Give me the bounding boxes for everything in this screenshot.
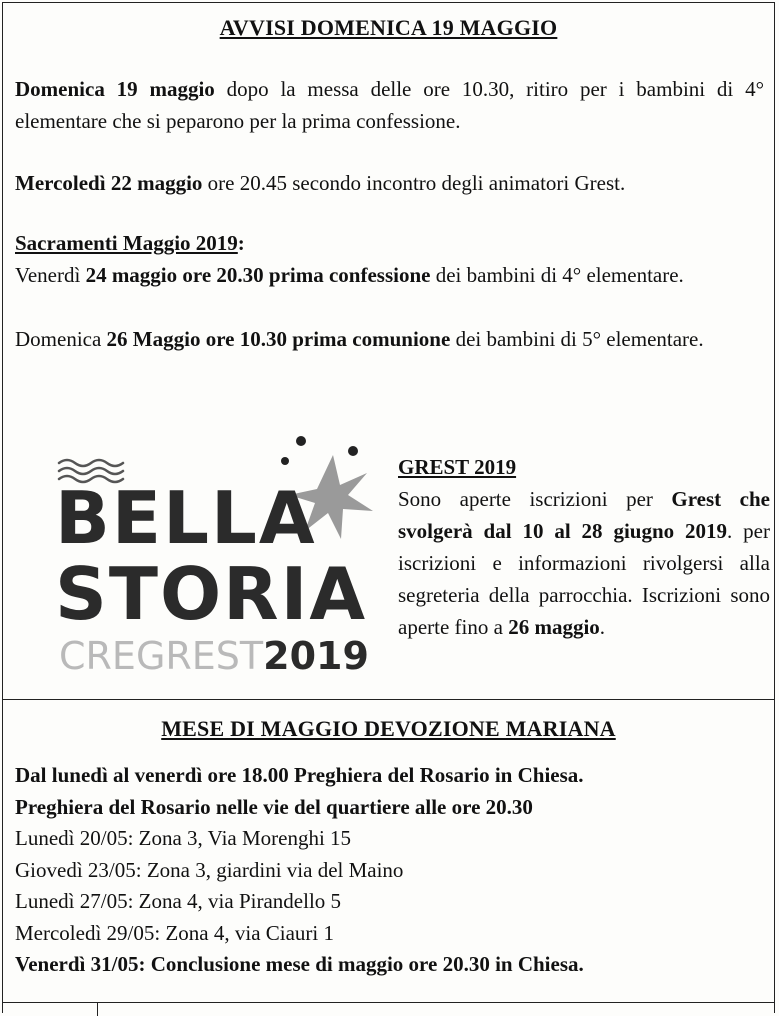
rosario-chiesa-line: Dal lunedì al venerdì ore 18.00 Preghiera del Rosario in Chiesa. bbox=[15, 763, 584, 787]
list-item: Giovedì 23/05: Zona 3, giardini via del Maino bbox=[15, 857, 404, 882]
confessione-date: 24 maggio ore 20.30 prima confessione bbox=[85, 263, 431, 287]
dot-icon bbox=[296, 436, 306, 446]
maggio-title: MESE DI MAGGIO DEVOZIONE MARIANA bbox=[161, 716, 616, 741]
logo-storia: STORIA bbox=[55, 552, 368, 636]
comunione-text: dei bambini di 5° elementare. bbox=[450, 327, 704, 351]
comunione-prefix: Domenica bbox=[15, 327, 107, 351]
list-item: Lunedì 20/05: Zona 3, Via Morenghi 15 bbox=[15, 826, 352, 850]
sacramento-comunione bbox=[15, 323, 764, 355]
grest-text-3: . bbox=[599, 615, 606, 639]
bulletin-frame bbox=[2, 2, 775, 1013]
avviso-mercoledi-text: ore 20.45 secondo incontro degli animatori Grest. bbox=[202, 171, 626, 195]
maggio-list bbox=[15, 760, 764, 981]
avvisi-title: AVVISI DOMENICA 19 MAGGIO bbox=[219, 15, 558, 40]
grest-title: GREST 2019 bbox=[398, 455, 517, 479]
grest-dates: Grest che svolgerà dal 10 al 28 giugno 2019 bbox=[398, 487, 770, 543]
list-item: Mercoledì 29/05: Zona 4, via Ciauri 1 bbox=[15, 920, 335, 945]
confessione-prefix: Venerdì bbox=[15, 263, 86, 287]
sacramento-confessione bbox=[15, 259, 764, 291]
logo-cregrest-word: CREGREST bbox=[59, 634, 264, 678]
dot-icon bbox=[281, 457, 289, 465]
avviso-domenica-text: dopo la messa delle ore 10.30, ritiro per i bambini di 4° elementare che si peparono per la prima confessione. bbox=[15, 77, 764, 133]
confessione-text: dei bambini di 4° elementare. bbox=[430, 263, 684, 287]
footer-cell bbox=[3, 1002, 98, 1016]
avviso-domenica-date: Domenica 19 maggio bbox=[15, 77, 215, 101]
sacramenti-heading bbox=[15, 227, 764, 259]
avvisi-section bbox=[3, 3, 774, 700]
logo-cregrest bbox=[59, 634, 369, 678]
sacramenti-heading-colon: : bbox=[237, 231, 245, 255]
footer-divider bbox=[98, 1002, 774, 1003]
conclusione-line: Venerdì 31/05: Conclusione mese di maggio ore 20.30 in Chiesa. bbox=[15, 952, 584, 976]
avviso-mercoledi bbox=[15, 167, 764, 199]
dot-icon bbox=[348, 446, 358, 456]
grest-text-2: . per iscrizioni e informazioni rivolgersi alla segreteria della parrocchia. Iscrizioni sono aperte fino a bbox=[398, 519, 770, 639]
comunione-date: 26 Maggio ore 10.30 prima comunione bbox=[106, 327, 451, 351]
logo-bella: BELLA bbox=[55, 476, 317, 560]
grest-notice bbox=[398, 451, 770, 643]
grest-text-1: Sono aperte iscrizioni per bbox=[398, 487, 672, 511]
maggio-section bbox=[3, 700, 774, 1002]
list-item: Lunedì 27/05: Zona 4, via Pirandello 5 bbox=[15, 889, 342, 913]
avviso-mercoledi-date: Mercoledì 22 maggio bbox=[15, 171, 203, 195]
sacramenti-heading-text: Sacramenti Maggio 2019 bbox=[15, 231, 238, 255]
grest-deadline: 26 maggio bbox=[508, 615, 600, 639]
logo-cregrest-year: 2019 bbox=[263, 634, 369, 678]
rosario-quartiere-line: Preghiera del Rosario nelle vie del quartiere alle ore 20.30 bbox=[15, 794, 533, 819]
avviso-domenica bbox=[15, 73, 764, 137]
bella-storia-logo bbox=[43, 433, 383, 683]
